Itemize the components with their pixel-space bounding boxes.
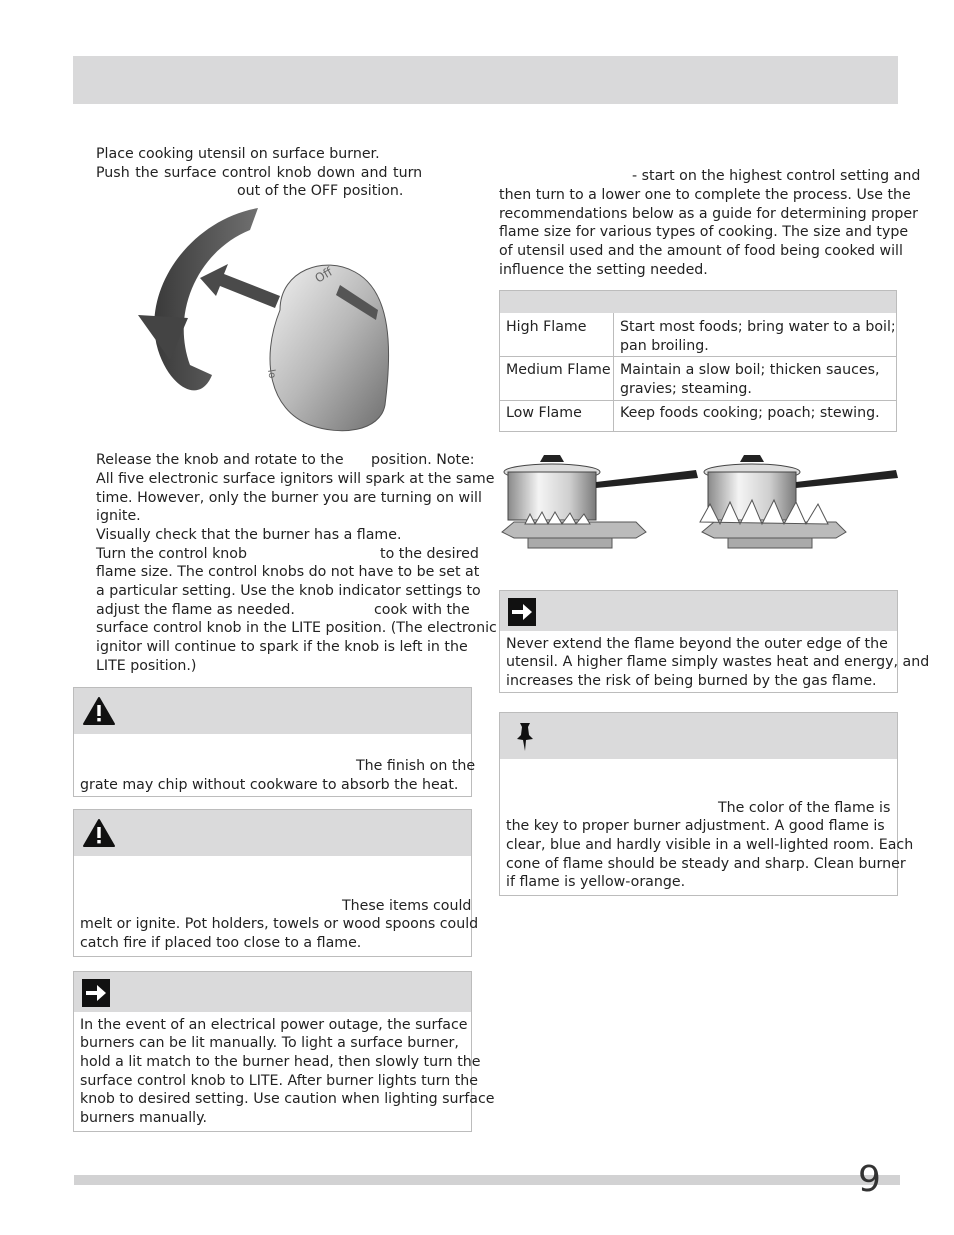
- note-box-flame-edge: [499, 590, 930, 693]
- knob-label-lo: lo: [265, 368, 278, 380]
- note-flame-edge-line3: increases the risk of being burned by the gas flame.: [506, 673, 877, 689]
- flame-intro-line3: recommendations below as a guide for determining proper: [499, 206, 918, 222]
- step-2-text-line1: Push the surface control knob down and turn: [96, 165, 423, 181]
- note-flame-color-line3: clear, blue and hardly visible in a well-lighted room. Each: [506, 837, 914, 853]
- flame-table-row-use: Keep foods cooking; poach; stewing.: [620, 405, 880, 421]
- note-flame-color-line5: if flame is yellow-orange.: [506, 874, 686, 890]
- step-5-line-i: LITE position.): [96, 658, 197, 674]
- pot-too-high-flame: [700, 455, 898, 548]
- flame-intro-line5: of utensil used and the amount of food being cooked will: [499, 243, 903, 259]
- step-3-line-c: All five electronic surface ignitors will spark at the same: [96, 471, 495, 487]
- flame-intro-line2: then turn to a lower one to complete the process. Use the: [499, 187, 911, 203]
- arrow-right-icon: [508, 598, 536, 626]
- caution-grate-line2: grate may chip without cookware to absorb the heat.: [80, 777, 459, 793]
- warning-icon: [82, 818, 116, 848]
- step-5-line-b: to the desired: [380, 546, 479, 562]
- knob-body: [270, 265, 389, 431]
- push-arrow: [200, 264, 280, 308]
- caution-items-line2: melt or ignite. Pot holders, towels or wood spoons could: [80, 916, 479, 932]
- note-outage-line4: surface control knob to LITE. After burner lights turn the: [80, 1073, 479, 1089]
- flame-table-row-use: Maintain a slow boil; thicken sauces,: [620, 362, 880, 378]
- caution-box-header: [74, 688, 471, 734]
- flame-table-row-setting: Medium Flame: [506, 362, 611, 378]
- step-5-line-h: ignitor will continue to spark if the knob is left in the: [96, 639, 468, 655]
- page-header-bar: [73, 56, 898, 104]
- caution-box-items: [73, 809, 479, 957]
- note-flame-color-line4: cone of flame should be steady and sharp. Clean burner: [506, 856, 906, 872]
- step-5-line-e: adjust the flame as needed.: [96, 602, 295, 618]
- note-outage-line2: burners can be lit manually. To light a surface burner,: [80, 1035, 459, 1051]
- note-box-header: [500, 591, 897, 631]
- step-5-line-c: flame size. The control knobs do not have to be set at: [96, 564, 480, 580]
- rotation-arrow: [154, 208, 258, 390]
- flame-size-table: [499, 290, 897, 432]
- flame-table-row-use: pan broiling.: [620, 338, 709, 354]
- step-3-line-b: position. Note:: [371, 452, 475, 468]
- step-4-text: Visually check that the burner has a flame.: [96, 527, 402, 543]
- warning-icon: [82, 696, 116, 726]
- note-flame-color-line2: the key to proper burner adjustment. A good flame is: [506, 818, 885, 834]
- arrow-right-icon: [82, 979, 110, 1007]
- pots-on-burners-illustration: [500, 452, 900, 552]
- note-outage-line3: hold a lit match to the burner head, then slowly turn the: [80, 1054, 481, 1070]
- step-5-line-g: surface control knob in the LITE position. (The electronic: [96, 620, 497, 636]
- caution-box-grate: [73, 687, 476, 797]
- note-outage-line6: burners manually.: [80, 1110, 207, 1126]
- note-outage-line5: knob to desired setting. Use caution when lighting surface: [80, 1091, 495, 1107]
- note-box-header: [74, 972, 471, 1012]
- step-1-text: Place cooking utensil on surface burner.: [96, 146, 380, 162]
- note-box-header: [500, 713, 897, 759]
- pushpin-icon: [514, 721, 538, 753]
- note-outage-line1: In the event of an electrical power outage, the surface: [80, 1017, 468, 1033]
- note-box-power-outage: [73, 971, 495, 1132]
- flame-table-row-setting: High Flame: [506, 319, 587, 335]
- note-flame-color-line1: The color of the flame is: [718, 800, 891, 816]
- page-number: 9: [858, 1159, 881, 1200]
- page-footer-bar: [74, 1175, 900, 1185]
- flame-table-row-setting: Low Flame: [506, 405, 582, 421]
- step-5-line-a: Turn the control knob: [96, 546, 247, 562]
- flame-table-row-use: gravies; steaming.: [620, 381, 752, 397]
- note-box-flame-color: [499, 712, 914, 896]
- caution-items-line1: These items could: [342, 898, 472, 914]
- step-5-line-d: a particular setting. Use the knob indicator settings to: [96, 583, 481, 599]
- caution-items-line3: catch fire if placed too close to a flame.: [80, 935, 362, 951]
- flame-table-row-use: Start most foods; bring water to a boil;: [620, 319, 896, 335]
- step-5-line-f: cook with the: [374, 602, 470, 618]
- step-3-line-d: time. However, only the burner you are turning on will: [96, 490, 482, 506]
- flame-table-header: [500, 291, 896, 313]
- step-2-text-line2: out of the OFF position.: [237, 183, 404, 199]
- caution-box-header: [74, 810, 471, 856]
- pot-correct-flame: [502, 455, 698, 548]
- flame-intro-line4: flame size for various types of cooking. The size and type: [499, 224, 909, 240]
- note-flame-edge-line1: Never extend the flame beyond the outer edge of the: [506, 636, 888, 652]
- caution-grate-line1: The finish on the: [356, 758, 476, 774]
- step-3-line-a: Release the knob and rotate to the: [96, 452, 344, 468]
- step-3-line-e: ignite.: [96, 508, 141, 524]
- knob-label-off: Off: [312, 264, 335, 286]
- flame-intro-line6: influence the setting needed.: [499, 262, 708, 278]
- control-knob-illustration: [130, 200, 400, 440]
- flame-intro-line1: - start on the highest control setting and: [632, 168, 921, 184]
- note-flame-edge-line2: utensil. A higher flame simply wastes heat and energy, and: [506, 654, 930, 670]
